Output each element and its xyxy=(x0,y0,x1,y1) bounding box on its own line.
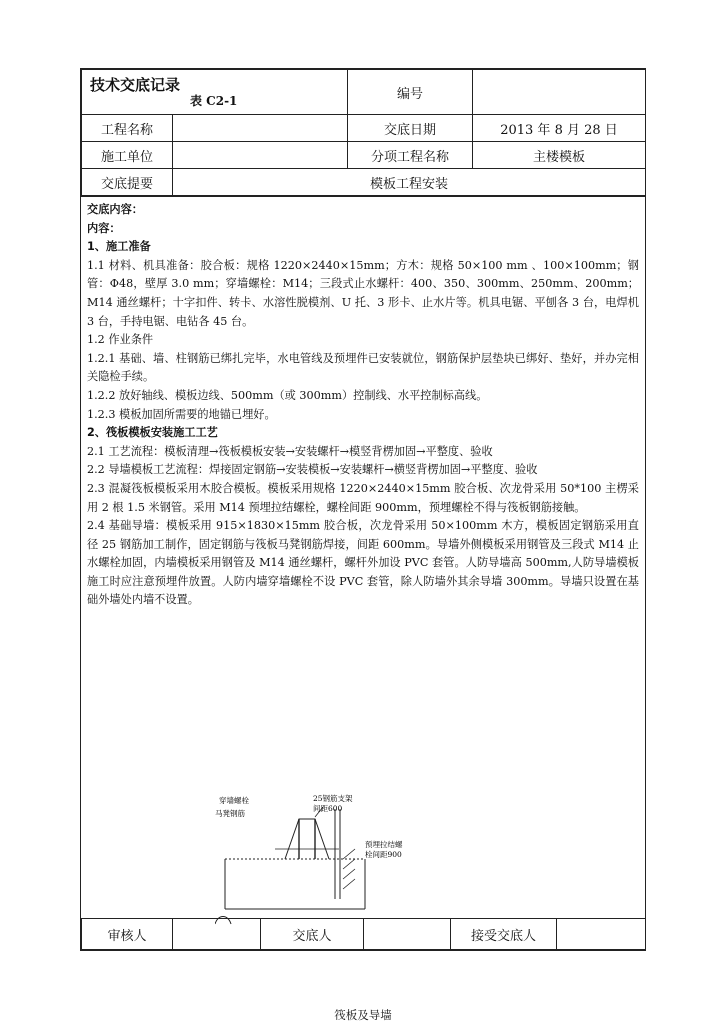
content-paragraph: 1.1 材料、机具准备：胶合板：规格 1220×2440×15mm；方木：规格 50×100 mm 、100×100mm；钢管：Φ48，壁厚 3.0 mm；穿墙螺栓：M14；三段式止水螺杆：400、350、300mm、250mm、200mm；M14 通丝螺杆；十字扣件、转卡、水溶性脱模剂、U 托、3 形卡、止水片等。机具电锯、平刨各 3 台，电焊机 3 台，手持电锯、电钻各 45 台。 xyxy=(87,258,639,328)
date-label: 交底日期 xyxy=(348,115,473,142)
form-code: 表 C2-1 xyxy=(190,94,238,108)
content-paragraph: 2.4 基础导墙：模板采用 915×1830×15mm 胶合板，次龙骨采用 50×100mm 木方，模板固定钢筋采用直径 25 钢筋加工制作，固定钢筋与筏板马凳钢筋焊接，间距 600mm。导墙外侧模板采用钢管及三段式 M14 止水螺栓加固，内墙模板采用钢管及 M14 通丝螺杆，螺杆外加设 PVC 套管。人防导墙高 500mm,人防导墙模板施工时应注意预埋件放置。人防内墙穿墙螺栓不设 PVC 套管，除人防墙外其余导墙 300mm。导墙只设置在基础外墙处内墙不设置。 xyxy=(87,519,639,607)
unit-label: 施工单位 xyxy=(82,142,173,169)
section-heading: 2、筏板模板安装施工工艺 xyxy=(87,426,218,440)
date-value: 2013 年 8 月 28 日 xyxy=(473,115,646,142)
disclosure-form xyxy=(80,68,646,1022)
content-paragraph: 1.2.2 放好轴线、模板边线、500mm（或 300mm）控制线、水平控制标高线。 xyxy=(87,388,488,402)
title-cell xyxy=(82,70,348,115)
content-paragraph: 2.2 导墙模板工艺流程：焊接固定钢筋→安装模板→安装螺杆→横竖背楞加固→平整度、验收 xyxy=(87,463,538,477)
subitem-value: 主楼模板 xyxy=(473,142,646,169)
diagram-label-support-2: 间距600 xyxy=(313,804,343,813)
project-name-value xyxy=(173,115,348,142)
reviewer-label: 审核人 xyxy=(82,919,173,950)
diagram-label-support-1: 25钢筋支架 xyxy=(313,794,353,803)
content-paragraph: 2.1 工艺流程：模板清理→筏板模板安装→安装螺杆→模竖背楞加固→平整度、验收 xyxy=(87,444,493,458)
number-value xyxy=(473,70,646,115)
discloser-label: 交底人 xyxy=(261,919,364,950)
content-line: 交底内容： xyxy=(87,203,143,216)
content-paragraph: 2.3 混凝筏板模板采用木胶合模板。模板采用规格 1220×2440×15mm 胶合板、次龙骨采用 50*100 主楞采用 2 根 1.5 米钢管。采用 M14 预埋拉结螺栓，螺栓间距 900mm，预埋螺栓不得与筏板钢筋接触。 xyxy=(87,481,639,514)
receiver-value xyxy=(557,919,646,950)
unit-value xyxy=(173,142,348,169)
content-paragraph: 1.2.1 基础、墙、柱钢筋已绑扎完毕，水电管线及预埋件已安装就位，钢筋保护层垫块已绑好、垫好，并办完相关隐检手续。 xyxy=(87,351,639,384)
content-line: 内容： xyxy=(87,221,121,235)
receiver-label: 接受交底人 xyxy=(451,919,557,950)
summary-value: 模板工程安装 xyxy=(173,169,646,196)
diagram-label-tie-2: 栓间距900 xyxy=(365,850,402,859)
subitem-label: 分项工程名称 xyxy=(348,142,473,169)
diagram-label-stool: 马凳钢筋 xyxy=(215,809,245,818)
number-label: 编号 xyxy=(348,70,473,115)
diagram-caption: 筏板及导墙 xyxy=(334,1008,392,1022)
page-title: 技术交底记录 xyxy=(90,76,181,94)
content-paragraph: 1.2.3 模板加固所需要的地锚已埋好。 xyxy=(87,407,276,421)
header-table xyxy=(81,69,646,196)
summary-label: 交底提要 xyxy=(82,169,173,196)
project-name-label: 工程名称 xyxy=(82,115,173,142)
diagram-label-tie-1: 预埋拉结螺 xyxy=(365,840,403,849)
formwork-diagram xyxy=(215,789,415,929)
content-paragraph: 1.2 作业条件 xyxy=(87,333,154,347)
section-heading: 1、施工准备 xyxy=(87,240,151,254)
diagram-label-bolt: 穿墙螺栓 xyxy=(219,796,249,805)
